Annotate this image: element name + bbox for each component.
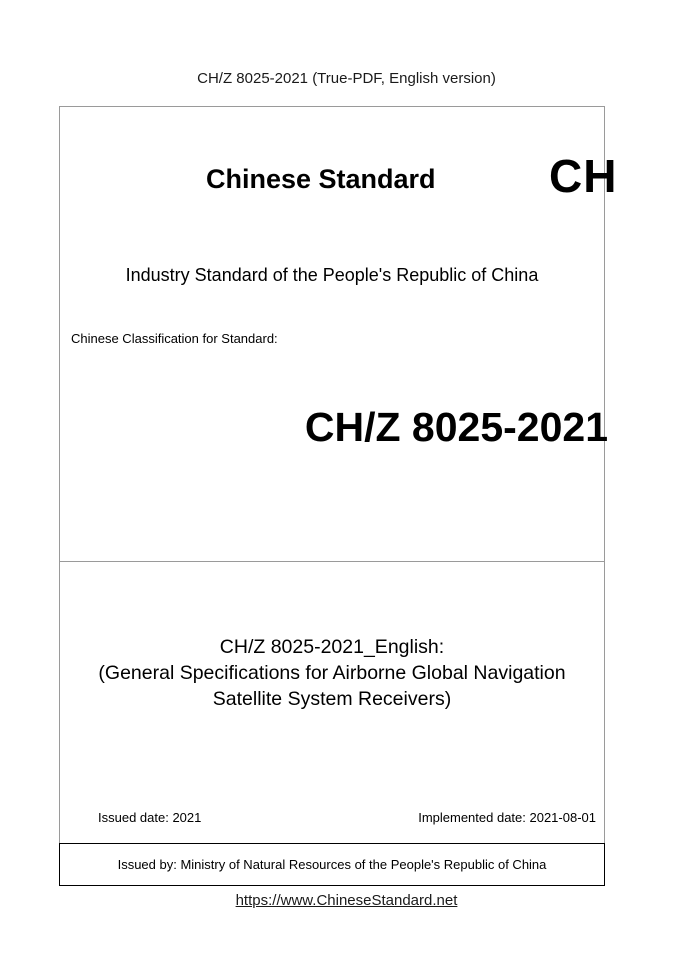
classification-label: Chinese Classification for Standard: <box>71 331 278 346</box>
issued-by-box: Issued by: Ministry of Natural Resources of the People's Republic of China <box>59 843 605 886</box>
footer <box>0 892 693 909</box>
english-title-line-1: CH/Z 8025-2021_English: <box>219 636 445 658</box>
english-title-line-2: (General Specifications for Airborne Global Navigation <box>98 662 566 684</box>
issued-date: Issued date: 2021 <box>98 810 202 825</box>
document-header: CH/Z 8025-2021 (True-PDF, English version) <box>197 70 496 87</box>
cover-top-section <box>60 107 618 562</box>
standard-number: CH/Z 8025-2021 <box>304 404 608 450</box>
industry-standard-line: Industry Standard of the People's Republic of China <box>125 265 539 285</box>
cover-middle-section <box>60 562 604 842</box>
cover-frame <box>59 106 618 886</box>
cover-title: Chinese Standard <box>206 164 436 194</box>
english-title <box>60 634 604 712</box>
standard-mark: CH <box>549 150 618 202</box>
english-title-line-3: Satellite System Receivers) <box>212 688 452 710</box>
website-link[interactable]: https://www.ChineseStandard.net <box>235 892 458 909</box>
implemented-date: Implemented date: 2021-08-01 <box>418 810 596 825</box>
